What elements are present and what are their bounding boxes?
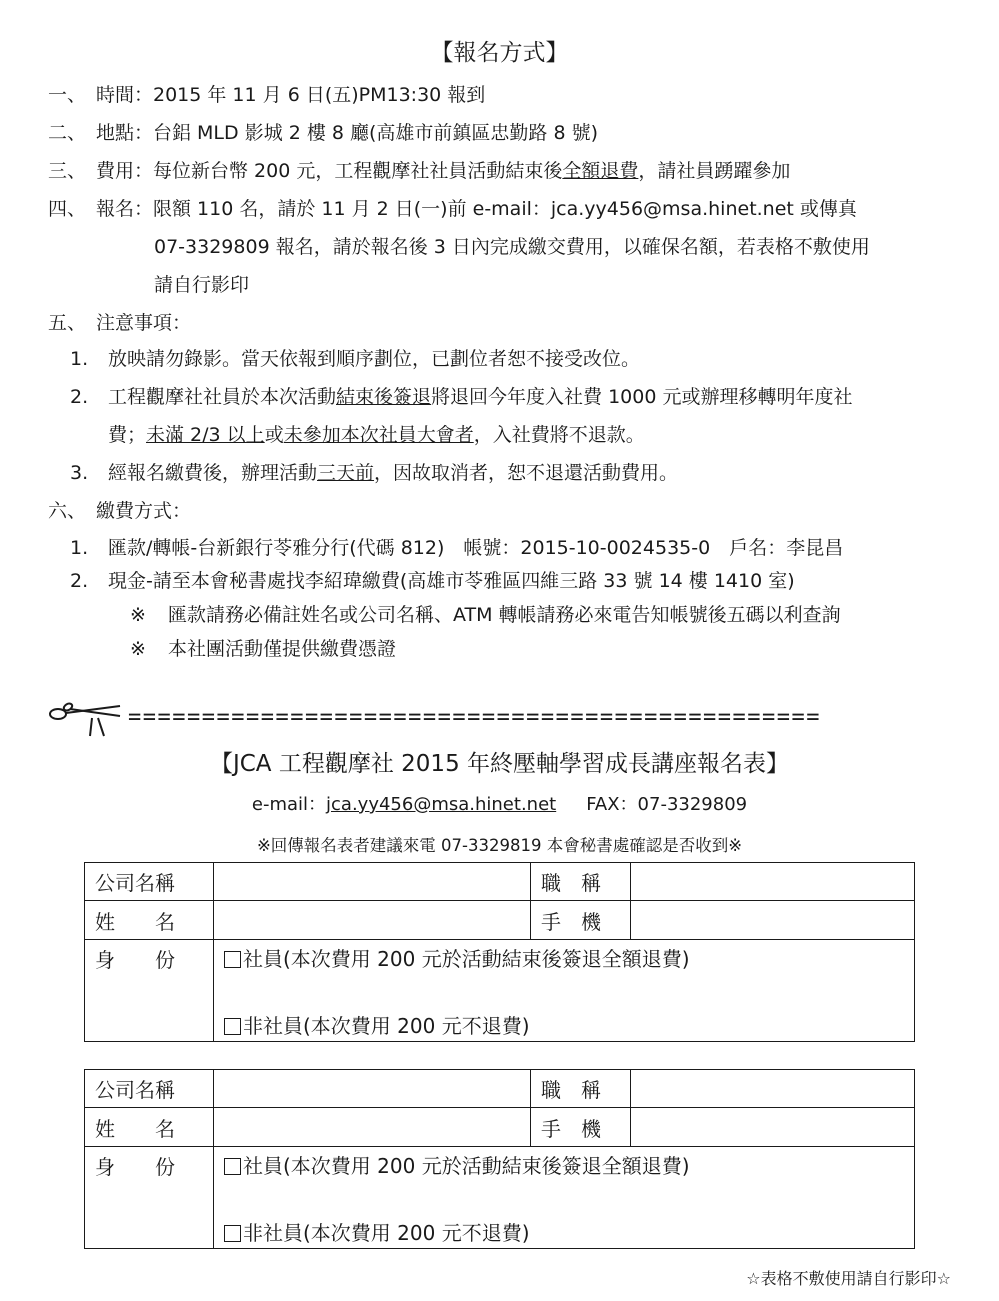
scissors-icon bbox=[46, 696, 124, 744]
cut-line: =============================================== bbox=[128, 705, 822, 730]
fax-text: FAX：07-3329809 bbox=[586, 794, 748, 815]
item-place-text: 地點：台鋁 MLD 影城 2 樓 8 廳(高雄市前鎮區忠勤路 8 號) bbox=[96, 122, 599, 144]
non-member-option-label: 非社員(本次費用 200 元不退費) bbox=[243, 1014, 530, 1038]
form-title: 【JCA 工程觀摩社 2015 年終壓軸學習成長講座報名表】 bbox=[209, 751, 790, 777]
identity-options bbox=[214, 940, 915, 1042]
title-field[interactable] bbox=[631, 1070, 915, 1108]
member-option[interactable] bbox=[224, 943, 904, 972]
company-label: 公司名稱 bbox=[85, 1070, 214, 1108]
registration-table-2 bbox=[84, 1069, 915, 1249]
title-field[interactable] bbox=[631, 863, 915, 901]
page-title: 【報名方式】 bbox=[430, 40, 569, 66]
member-option-label: 社員(本次費用 200 元於活動結束後簽退全額退費) bbox=[243, 947, 690, 971]
item-payment-number: 六、 bbox=[48, 500, 87, 522]
phone-field[interactable] bbox=[631, 1108, 915, 1147]
item-notes-heading: 注意事項： bbox=[96, 312, 192, 334]
phone-label: 手 機 bbox=[531, 901, 631, 940]
item-place-number: 二、 bbox=[48, 122, 87, 144]
item-time-number: 一、 bbox=[48, 84, 87, 106]
company-field[interactable] bbox=[214, 863, 531, 901]
identity-options bbox=[214, 1147, 915, 1249]
note-2-line1: 工程觀摩社社員於本次活動結束後簽退將退回今年度入社費 1000 元或辦理移轉明年度社 bbox=[108, 386, 853, 408]
item-payment-heading: 繳費方式： bbox=[96, 500, 192, 522]
member-option[interactable] bbox=[224, 1150, 904, 1179]
item-fee-text: 費用：每位新台幣 200 元，工程觀摩社社員活動結束後全額退費，請社員踴躍參加 bbox=[96, 160, 791, 182]
email-link[interactable]: jca.yy456@msa.hinet.net bbox=[326, 794, 557, 815]
payment-2-text: 現金-請至本會秘書處找李紹瑋繳費(高雄市苓雅區四維三路 33 號 14 樓 1410 室) bbox=[108, 570, 795, 592]
item-signup-line1: 報名：限額 110 名，請於 11 月 2 日(一)前 e-mail：jca.yy456@msa.hinet.net 或傳真 bbox=[96, 198, 857, 220]
item-signup-line2: 07-3329809 報名，請於報名後 3 日內完成繳交費用，以確保名額，若表格不敷使用 bbox=[154, 236, 870, 258]
remark-2-text: 本社團活動僅提供繳費憑證 bbox=[168, 638, 397, 660]
item-signup-number: 四、 bbox=[48, 198, 87, 220]
registration-table-1 bbox=[84, 862, 915, 1042]
item-notes-number: 五、 bbox=[48, 312, 87, 334]
identity-label: 身 份 bbox=[85, 940, 214, 1042]
phone-field[interactable] bbox=[631, 901, 915, 940]
name-label: 姓 名 bbox=[85, 1108, 214, 1147]
company-label: 公司名稱 bbox=[85, 863, 214, 901]
note-1-number: 1. bbox=[70, 348, 89, 370]
form-note: ※回傳報名表者建議來電 07-3329819 本會秘書處確認是否收到※ bbox=[256, 836, 743, 855]
note-3-number: 3. bbox=[70, 462, 89, 484]
payment-2-number: 2. bbox=[70, 570, 89, 592]
email-label: e-mail： bbox=[251, 794, 327, 815]
company-field[interactable] bbox=[214, 1070, 531, 1108]
name-label: 姓 名 bbox=[85, 901, 214, 940]
remark-1-text: 匯款請務必備註姓名或公司名稱、ATM 轉帳請務必來電告知帳號後五碼以利查詢 bbox=[168, 604, 841, 626]
name-field[interactable] bbox=[214, 901, 531, 940]
note-2-number: 2. bbox=[70, 386, 89, 408]
phone-label: 手 機 bbox=[531, 1108, 631, 1147]
payment-1-text: 匯款/轉帳-台新銀行苓雅分行(代碼 812) 帳號：2015-10-0024535-0 戶名：李昆昌 bbox=[108, 537, 844, 559]
non-member-option[interactable] bbox=[224, 1010, 904, 1039]
note-1-text: 放映請勿錄影。當天依報到順序劃位，已劃位者恕不接受改位。 bbox=[108, 348, 641, 370]
non-member-option-label: 非社員(本次費用 200 元不退費) bbox=[243, 1221, 530, 1245]
member-checkbox[interactable] bbox=[224, 1158, 241, 1175]
title-label: 職 稱 bbox=[531, 1070, 631, 1108]
member-option-label: 社員(本次費用 200 元於活動結束後簽退全額退費) bbox=[243, 1154, 690, 1178]
form-contact bbox=[0, 790, 999, 816]
payment-1-number: 1. bbox=[70, 537, 89, 559]
non-member-checkbox[interactable] bbox=[224, 1018, 241, 1035]
identity-label: 身 份 bbox=[85, 1147, 214, 1249]
non-member-checkbox[interactable] bbox=[224, 1225, 241, 1242]
note-2-line2: 費；未滿 2/3 以上或未參加本次社員大會者，入社費將不退款。 bbox=[108, 424, 645, 446]
member-checkbox[interactable] bbox=[224, 951, 241, 968]
item-fee-number: 三、 bbox=[48, 160, 87, 182]
item-time-text: 時間：2015 年 11 月 6 日(五)PM13:30 報到 bbox=[96, 84, 486, 106]
title-label: 職 稱 bbox=[531, 863, 631, 901]
note-3-text: 經報名繳費後，辦理活動三天前，因故取消者，恕不退還活動費用。 bbox=[108, 462, 679, 484]
footer-note: ☆表格不敷使用請自行影印☆ bbox=[746, 1269, 951, 1288]
item-signup-line3: 請自行影印 bbox=[154, 274, 250, 296]
remark-2-mark: ※ bbox=[130, 638, 146, 660]
non-member-option[interactable] bbox=[224, 1217, 904, 1246]
remark-1-mark: ※ bbox=[130, 604, 146, 626]
name-field[interactable] bbox=[214, 1108, 531, 1147]
